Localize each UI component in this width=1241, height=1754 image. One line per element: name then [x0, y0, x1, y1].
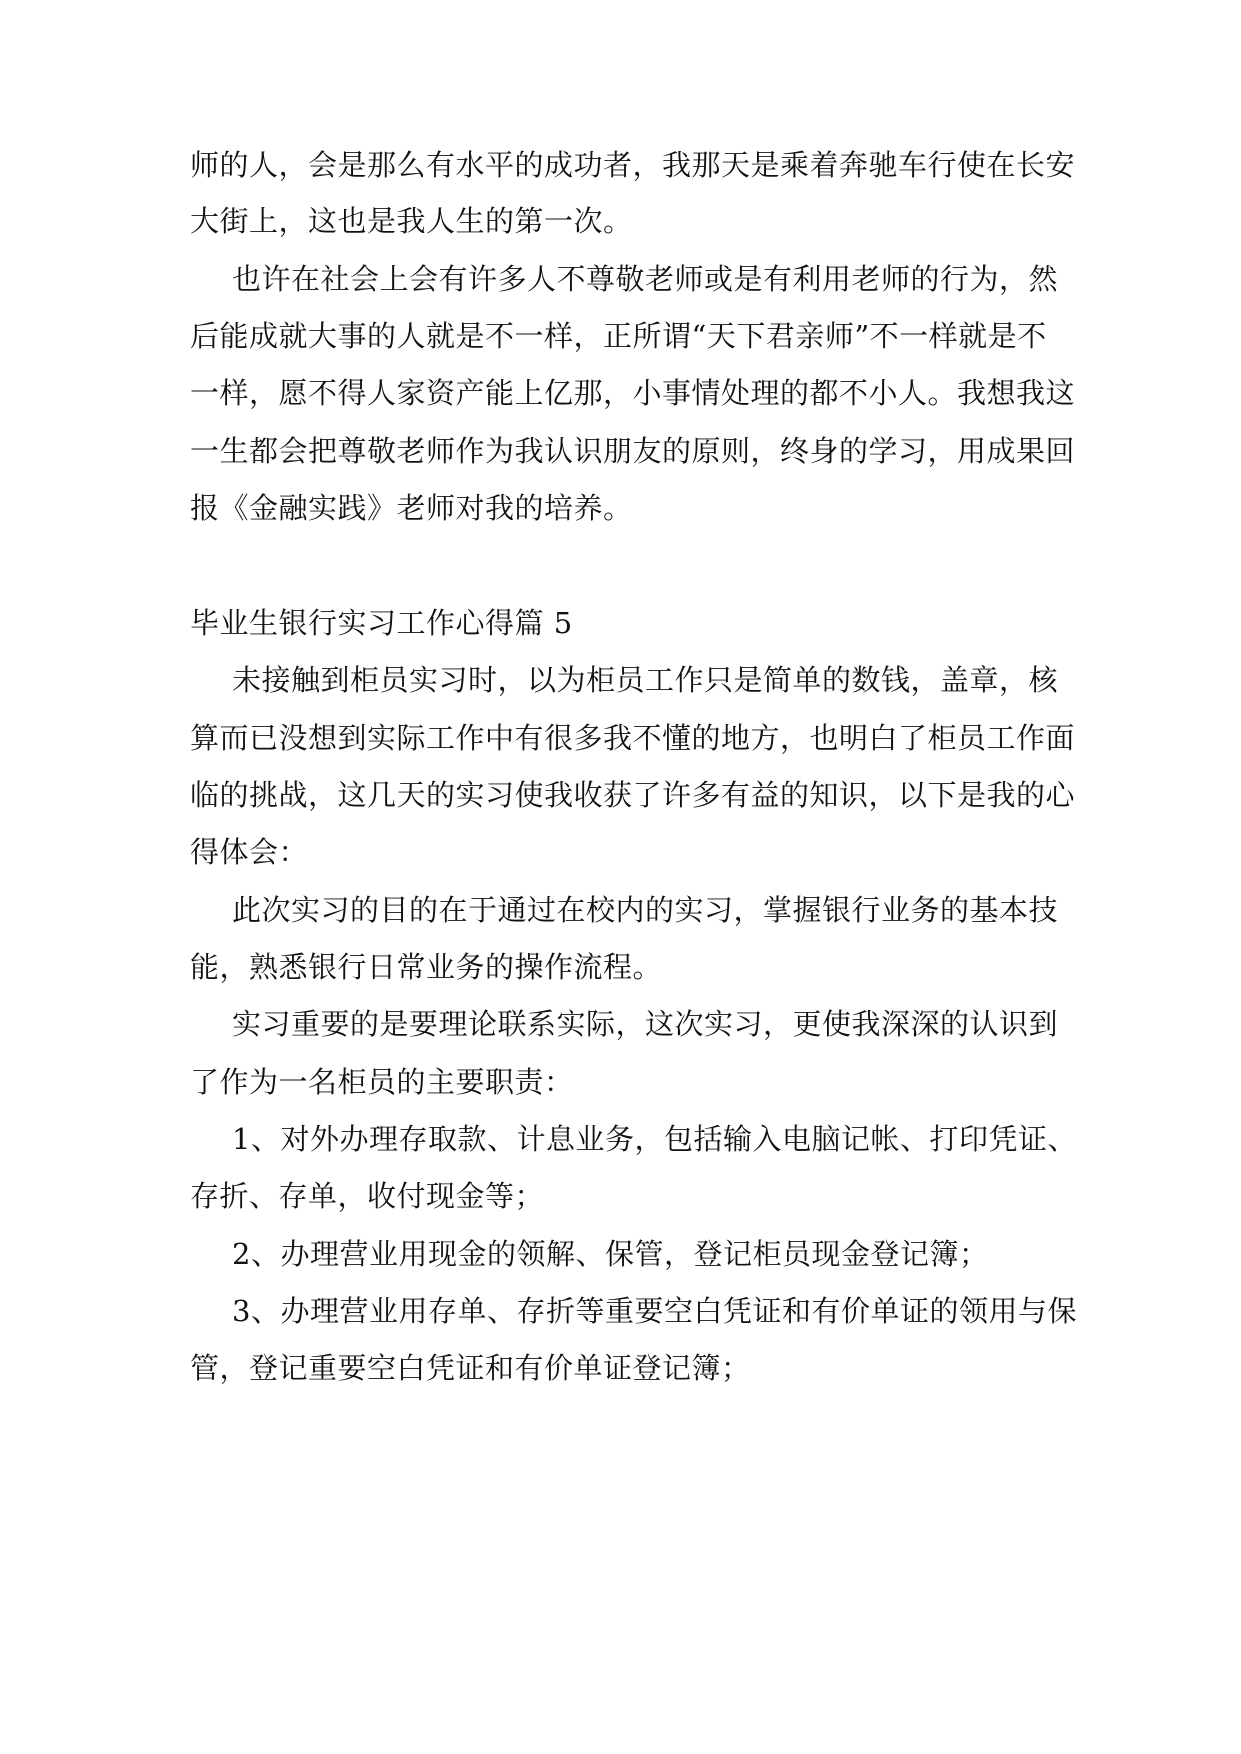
- body-text-line: 管，登记重要空白凭证和有价单证登记簿；: [190, 1351, 751, 1385]
- body-text-line: 报《金融实践》老师对我的培养。: [190, 491, 633, 525]
- body-text-line: 了作为一名柜员的主要职责：: [190, 1065, 574, 1099]
- list-item-2: 2、办理营业用现金的领解、保管，登记柜员现金登记簿；: [232, 1237, 989, 1271]
- body-text-line: 大街上，这也是我人生的第一次。: [190, 204, 633, 238]
- body-text-line: 后能成就大事的人就是不一样，正所谓“天下君亲师”不一样就是不: [190, 319, 1047, 353]
- body-text-line: 得体会：: [190, 835, 309, 869]
- body-text-line: 一样，愿不得人家资产能上亿那，小事情处理的都不小人。我想我这: [190, 376, 1076, 410]
- paragraph-first-line: 实习重要的是要理论联系实际，这次实习，更使我深深的认识到: [232, 1007, 1059, 1041]
- body-text-line: 算而已没想到实际工作中有很多我不懂的地方，也明白了柜员工作面: [190, 721, 1076, 755]
- list-item-1: 1、对外办理存取款、计息业务，包括输入电脑记帐、打印凭证、: [232, 1122, 1077, 1156]
- body-text-line: 存折、存单，收付现金等；: [190, 1179, 545, 1213]
- body-text-line: 师的人，会是那么有水平的成功者，我那天是乘着奔驰车行使在长安: [190, 148, 1076, 182]
- list-item-3: 3、办理营业用存单、存折等重要空白凭证和有价单证的领用与保: [232, 1294, 1077, 1328]
- paragraph-first-line: 此次实习的目的在于通过在校内的实习，掌握银行业务的基本技: [232, 893, 1059, 927]
- paragraph-first-line: 未接触到柜员实习时，以为柜员工作只是简单的数钱，盖章，核: [232, 663, 1059, 697]
- paragraph-first-line: 也许在社会上会有许多人不尊敬老师或是有利用老师的行为，然: [232, 262, 1059, 296]
- body-text-line: 一生都会把尊敬老师作为我认识朋友的原则，终身的学习，用成果回: [190, 434, 1076, 468]
- body-text-line: 临的挑战，这几天的实习使我收获了许多有益的知识，以下是我的心: [190, 778, 1076, 812]
- body-text-line: 能，熟悉银行日常业务的操作流程。: [190, 950, 663, 984]
- section-heading: 毕业生银行实习工作心得篇 5: [190, 606, 573, 640]
